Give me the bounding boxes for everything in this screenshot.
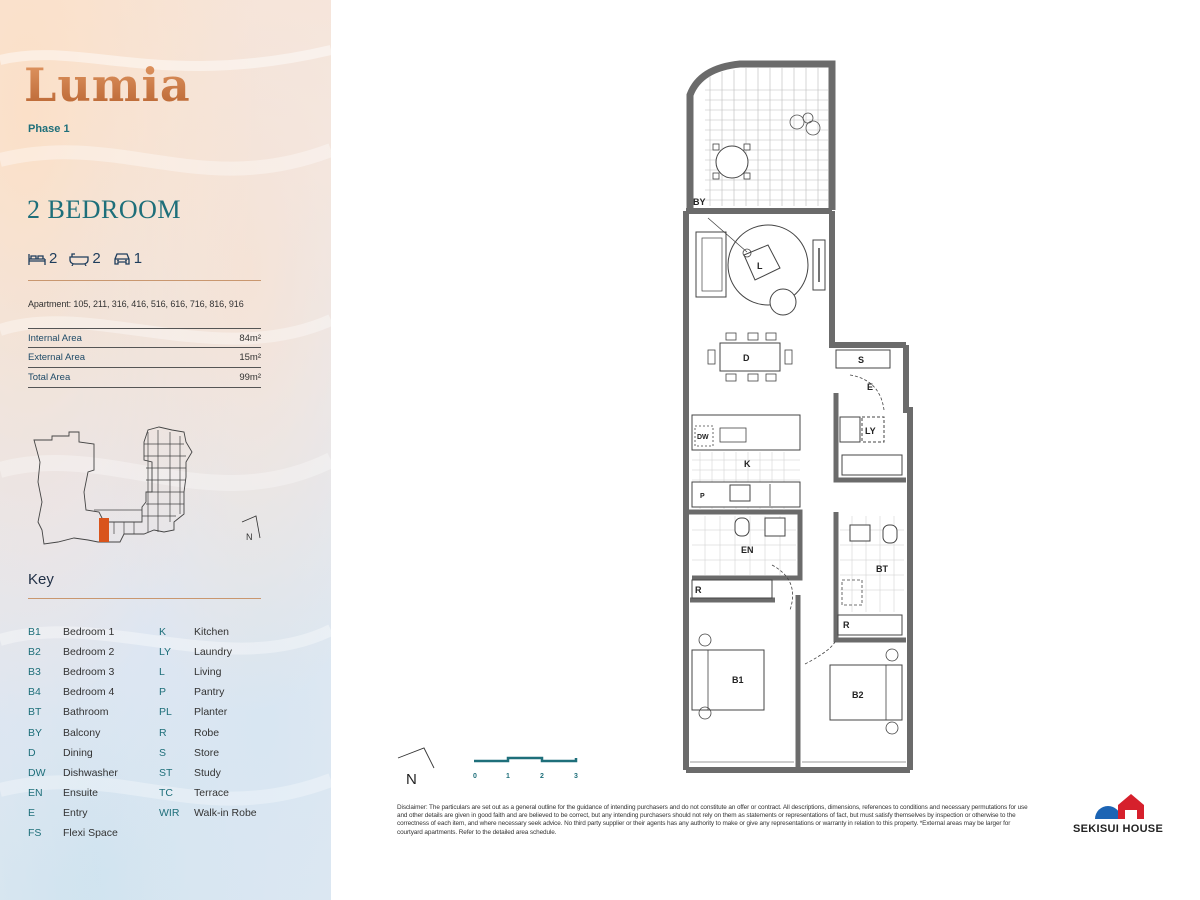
key-label: Living	[194, 666, 222, 679]
living-room	[696, 218, 825, 315]
area-label: Internal Area	[28, 332, 82, 344]
balcony	[690, 64, 832, 210]
ensuite-label: EN	[741, 545, 754, 555]
key-code: FS	[28, 826, 42, 839]
key-item	[159, 642, 257, 662]
key-code: WIR	[159, 806, 180, 819]
keyplan-north-arrow	[242, 516, 260, 542]
apartment-numbers: Apartment: 105, 211, 316, 416, 516, 616, 716, 816, 916	[28, 299, 244, 309]
key-code: LY	[159, 646, 172, 659]
key-label: Dining	[63, 746, 93, 759]
key-plan	[24, 422, 274, 552]
area-label: External Area	[28, 352, 86, 363]
car-icon	[113, 252, 131, 266]
key-label: Walk-in Robe	[194, 806, 257, 819]
key-item	[28, 662, 118, 682]
key-item	[159, 763, 257, 783]
key-item	[159, 662, 257, 682]
key-code: D	[28, 746, 36, 759]
area-value: 15m²	[239, 352, 261, 363]
area-label: Total Area	[28, 372, 71, 383]
bed-icon	[28, 252, 46, 266]
key-code: K	[159, 626, 167, 639]
key-label: Robe	[194, 726, 220, 739]
key-item	[159, 702, 257, 722]
area-value: 99m²	[239, 372, 261, 383]
pantry-label: P	[700, 493, 705, 500]
key-code: PL	[159, 706, 172, 719]
robe-1-label: R	[695, 585, 702, 595]
scale-tick-0: 0	[473, 773, 477, 780]
laundry	[840, 417, 884, 442]
entry	[850, 375, 884, 410]
key-title: Key	[28, 571, 54, 588]
key-code: L	[159, 666, 165, 679]
key-label: Bedroom 3	[63, 666, 115, 679]
robe-2	[838, 615, 902, 635]
balcony-label: BY	[693, 197, 706, 207]
bedroom-1-label: B1	[732, 675, 744, 685]
bathroom	[840, 516, 904, 612]
key-code: B4	[28, 686, 41, 699]
store-cupboard	[836, 350, 890, 368]
key-column-2	[159, 622, 257, 823]
key-label: Flexi Space	[63, 826, 118, 839]
bedroom-1	[692, 634, 764, 719]
key-label: Kitchen	[194, 626, 230, 639]
dining-area	[708, 333, 792, 381]
ensuite	[692, 516, 796, 575]
key-item	[159, 783, 257, 803]
kitchen	[692, 415, 800, 510]
key-code: B1	[28, 626, 41, 639]
robe-1	[692, 580, 772, 598]
key-item	[28, 702, 118, 722]
bedrooms-feature	[28, 250, 57, 267]
area-row-internal	[28, 328, 261, 348]
key-label: Balcony	[63, 726, 101, 739]
key-label: Planter	[194, 706, 228, 719]
key-label: Study	[194, 766, 221, 779]
key-code: E	[28, 806, 36, 819]
store-label: S	[858, 355, 865, 365]
bedroom-2	[830, 649, 902, 734]
key-code: BT	[28, 706, 42, 719]
key-label: Laundry	[194, 646, 232, 659]
key-item	[28, 722, 118, 742]
key-label: Entry	[63, 806, 88, 819]
area-table	[28, 328, 261, 388]
developer-name: SEKISUI HOUSE	[1073, 823, 1164, 835]
bedrooms-count: 2	[49, 250, 58, 267]
key-column-1	[28, 622, 118, 843]
key-item	[28, 823, 118, 843]
dining-label: D	[743, 353, 750, 363]
key-code: S	[159, 746, 167, 759]
key-label: Bedroom 4	[63, 686, 115, 699]
scale-tick-2: 2	[540, 773, 544, 780]
key-code: ST	[159, 766, 173, 779]
dishwasher-label: DW	[697, 434, 709, 441]
key-label: Dishwasher	[63, 766, 118, 779]
bathrooms-count: 2	[92, 250, 101, 267]
key-item	[159, 622, 257, 642]
keyplan-north-label: N	[246, 532, 253, 542]
key-label: Pantry	[194, 686, 225, 699]
key-code: BY	[28, 726, 43, 739]
robe-2-label: R	[843, 620, 850, 630]
key-item	[28, 763, 118, 783]
vanity-hall	[842, 455, 902, 475]
key-item	[28, 642, 118, 662]
laundry-label: LY	[865, 426, 876, 436]
bedroom-2-label: B2	[852, 690, 864, 700]
unit-features	[28, 250, 148, 267]
area-row-total	[28, 368, 261, 388]
key-item	[159, 722, 257, 742]
divider	[28, 598, 261, 599]
key-code: EN	[28, 786, 43, 799]
divider	[28, 280, 261, 281]
area-value: 84m²	[239, 332, 261, 344]
entry-label: E	[867, 382, 874, 392]
floor-plan	[340, 40, 940, 790]
key-item	[28, 783, 118, 803]
key-code: DW	[28, 766, 46, 779]
parking-feature	[113, 250, 142, 267]
unit-type-title: 2 BEDROOM	[27, 195, 182, 224]
bathrooms-feature	[69, 250, 100, 267]
parking-count: 1	[133, 250, 143, 267]
bath-icon	[69, 252, 89, 266]
key-code: B3	[28, 666, 41, 679]
key-item	[28, 803, 118, 823]
phase-label: Phase 1	[28, 123, 70, 135]
key-item	[159, 682, 257, 702]
key-code: TC	[159, 786, 173, 799]
brand-logo: Lumia	[24, 58, 191, 112]
key-item	[159, 803, 257, 823]
key-code: P	[159, 686, 167, 699]
kitchen-label: K	[744, 459, 751, 469]
living-label: L	[757, 261, 763, 271]
key-item	[28, 682, 118, 702]
key-item	[28, 622, 118, 642]
unit-location-marker	[99, 518, 109, 542]
key-label: Store	[194, 746, 220, 759]
key-item	[28, 743, 118, 763]
key-label: Bathroom	[63, 706, 109, 719]
info-panel	[0, 0, 331, 900]
key-code: B2	[28, 646, 41, 659]
scale-bar	[470, 753, 590, 783]
bathroom-label: BT	[876, 564, 888, 574]
area-row-external	[28, 348, 261, 368]
key-item	[159, 743, 257, 763]
key-label: Ensuite	[63, 786, 99, 799]
scale-tick-3: 3	[574, 773, 578, 780]
key-code: R	[159, 726, 167, 739]
key-label: Bedroom 1	[63, 626, 115, 639]
scale-tick-1: 1	[506, 773, 510, 780]
disclaimer-text: Disclaimer: The particulars are set out as a general outline for the guidance of intending purchasers and do not constitute an offer or contract. All descriptions, dimensions, references to conditions and necessary permutations for use and other details are given in good faith and are believed to be correct, but any intending purchasers should not rely on them as statements or representations of fact, but must satisfy themselves by inspection or otherwise to the correctness of each item, and where necessary seek advice. No third party supplier or their agents has any authority to make or give any representations or warranty in relation to this property. *External areas may be larger for courtyard apartments. Refer to the detailed area schedule.	[397, 804, 1028, 836]
north-label: N	[406, 771, 417, 788]
key-label: Bedroom 2	[63, 646, 115, 659]
north-arrow	[394, 744, 444, 790]
key-label: Terrace	[194, 786, 230, 799]
